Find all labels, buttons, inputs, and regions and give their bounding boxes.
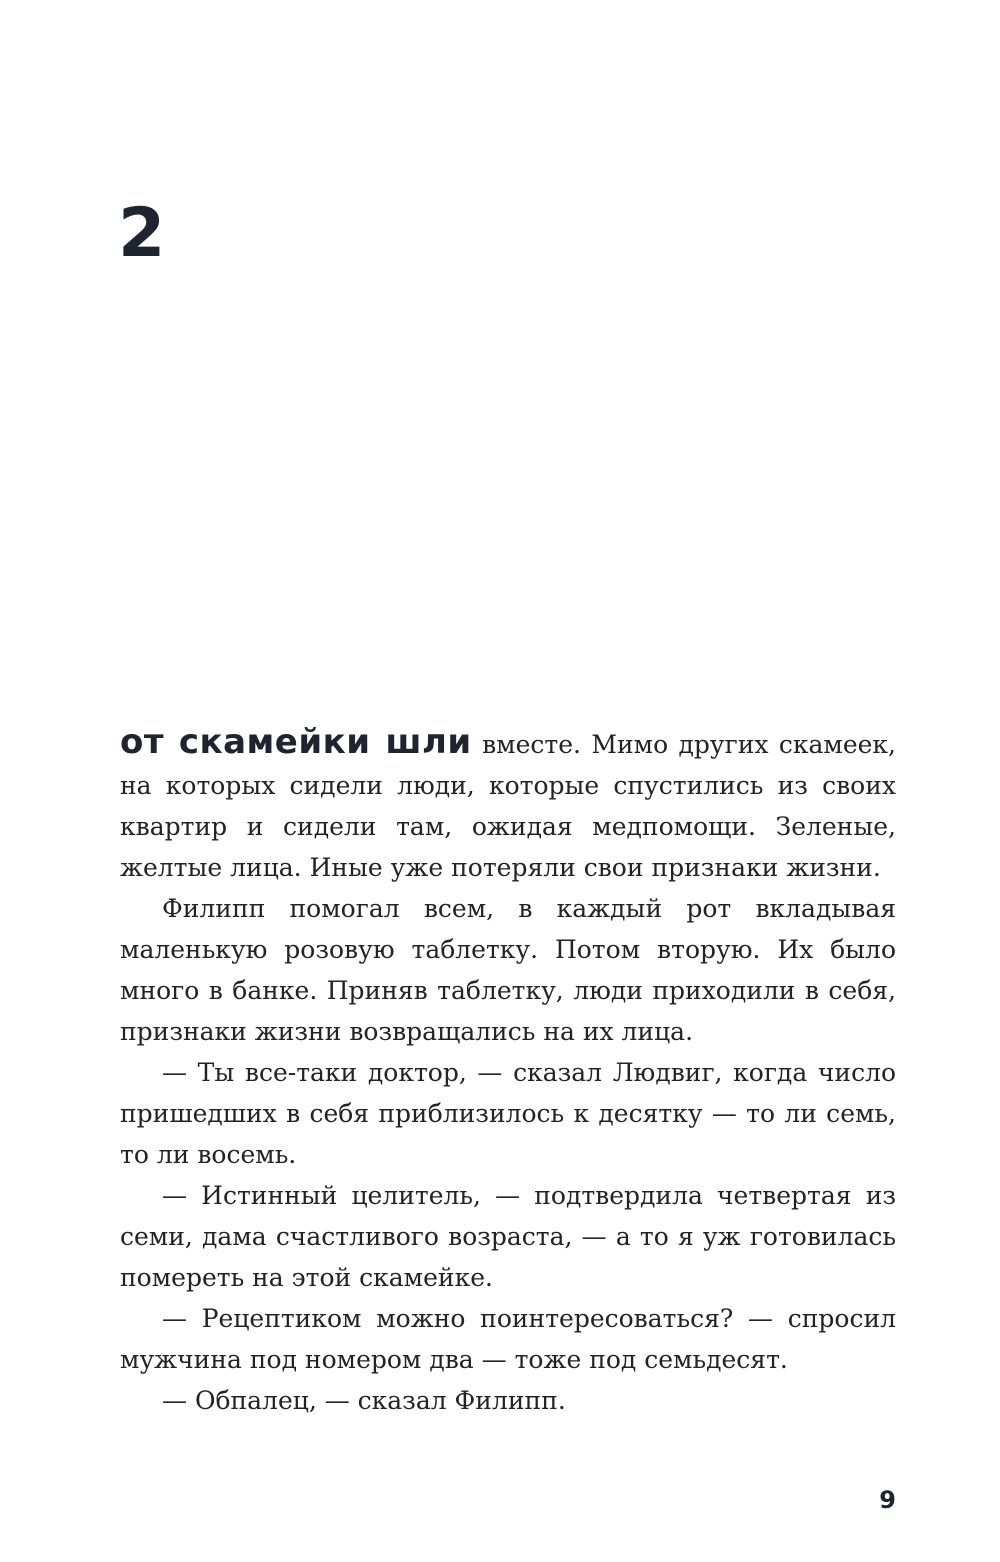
lead-in-phrase: от скамейки шли xyxy=(120,722,472,762)
paragraph-4: — Истинный целитель, — подтвердила четвертая из семи, дама счастливого возраста, — а то я уж готовилась помереть на этой скамейке. xyxy=(120,1181,896,1292)
paragraph-1-text: вместе. Мимо других скамеек, на которых сидели люди, которые спустились из своих квартир и сидели там, ожидая медпомощи. Зеленые, желтые лица. Иные уже потеряли свои признаки жизни. xyxy=(120,730,896,882)
paragraph-5: — Рецептиком можно поинтересоваться? — спросил мужчина под номером два — тоже под семьдесят. xyxy=(120,1304,896,1374)
page-number: 9 xyxy=(879,1486,896,1514)
chapter-number: 2 xyxy=(118,194,166,273)
paragraph-1 xyxy=(120,722,896,888)
chapter-text xyxy=(120,722,896,1421)
paragraph-6: — Обпалец, — сказал Филипп. xyxy=(162,1386,566,1415)
paragraph-2: Филипп помогал всем, в каждый рот вкладывая маленькую розовую таблетку. Потом вторую. Их было много в банке. Приняв таблетку, люди приходили в себя, признаки жизни возвращались на их лица. xyxy=(120,894,896,1046)
paragraph-3: — Ты все-таки доктор, — сказал Людвиг, когда число пришедших в себя приблизилось к десятку — то ли семь, то ли восемь. xyxy=(120,1058,896,1169)
